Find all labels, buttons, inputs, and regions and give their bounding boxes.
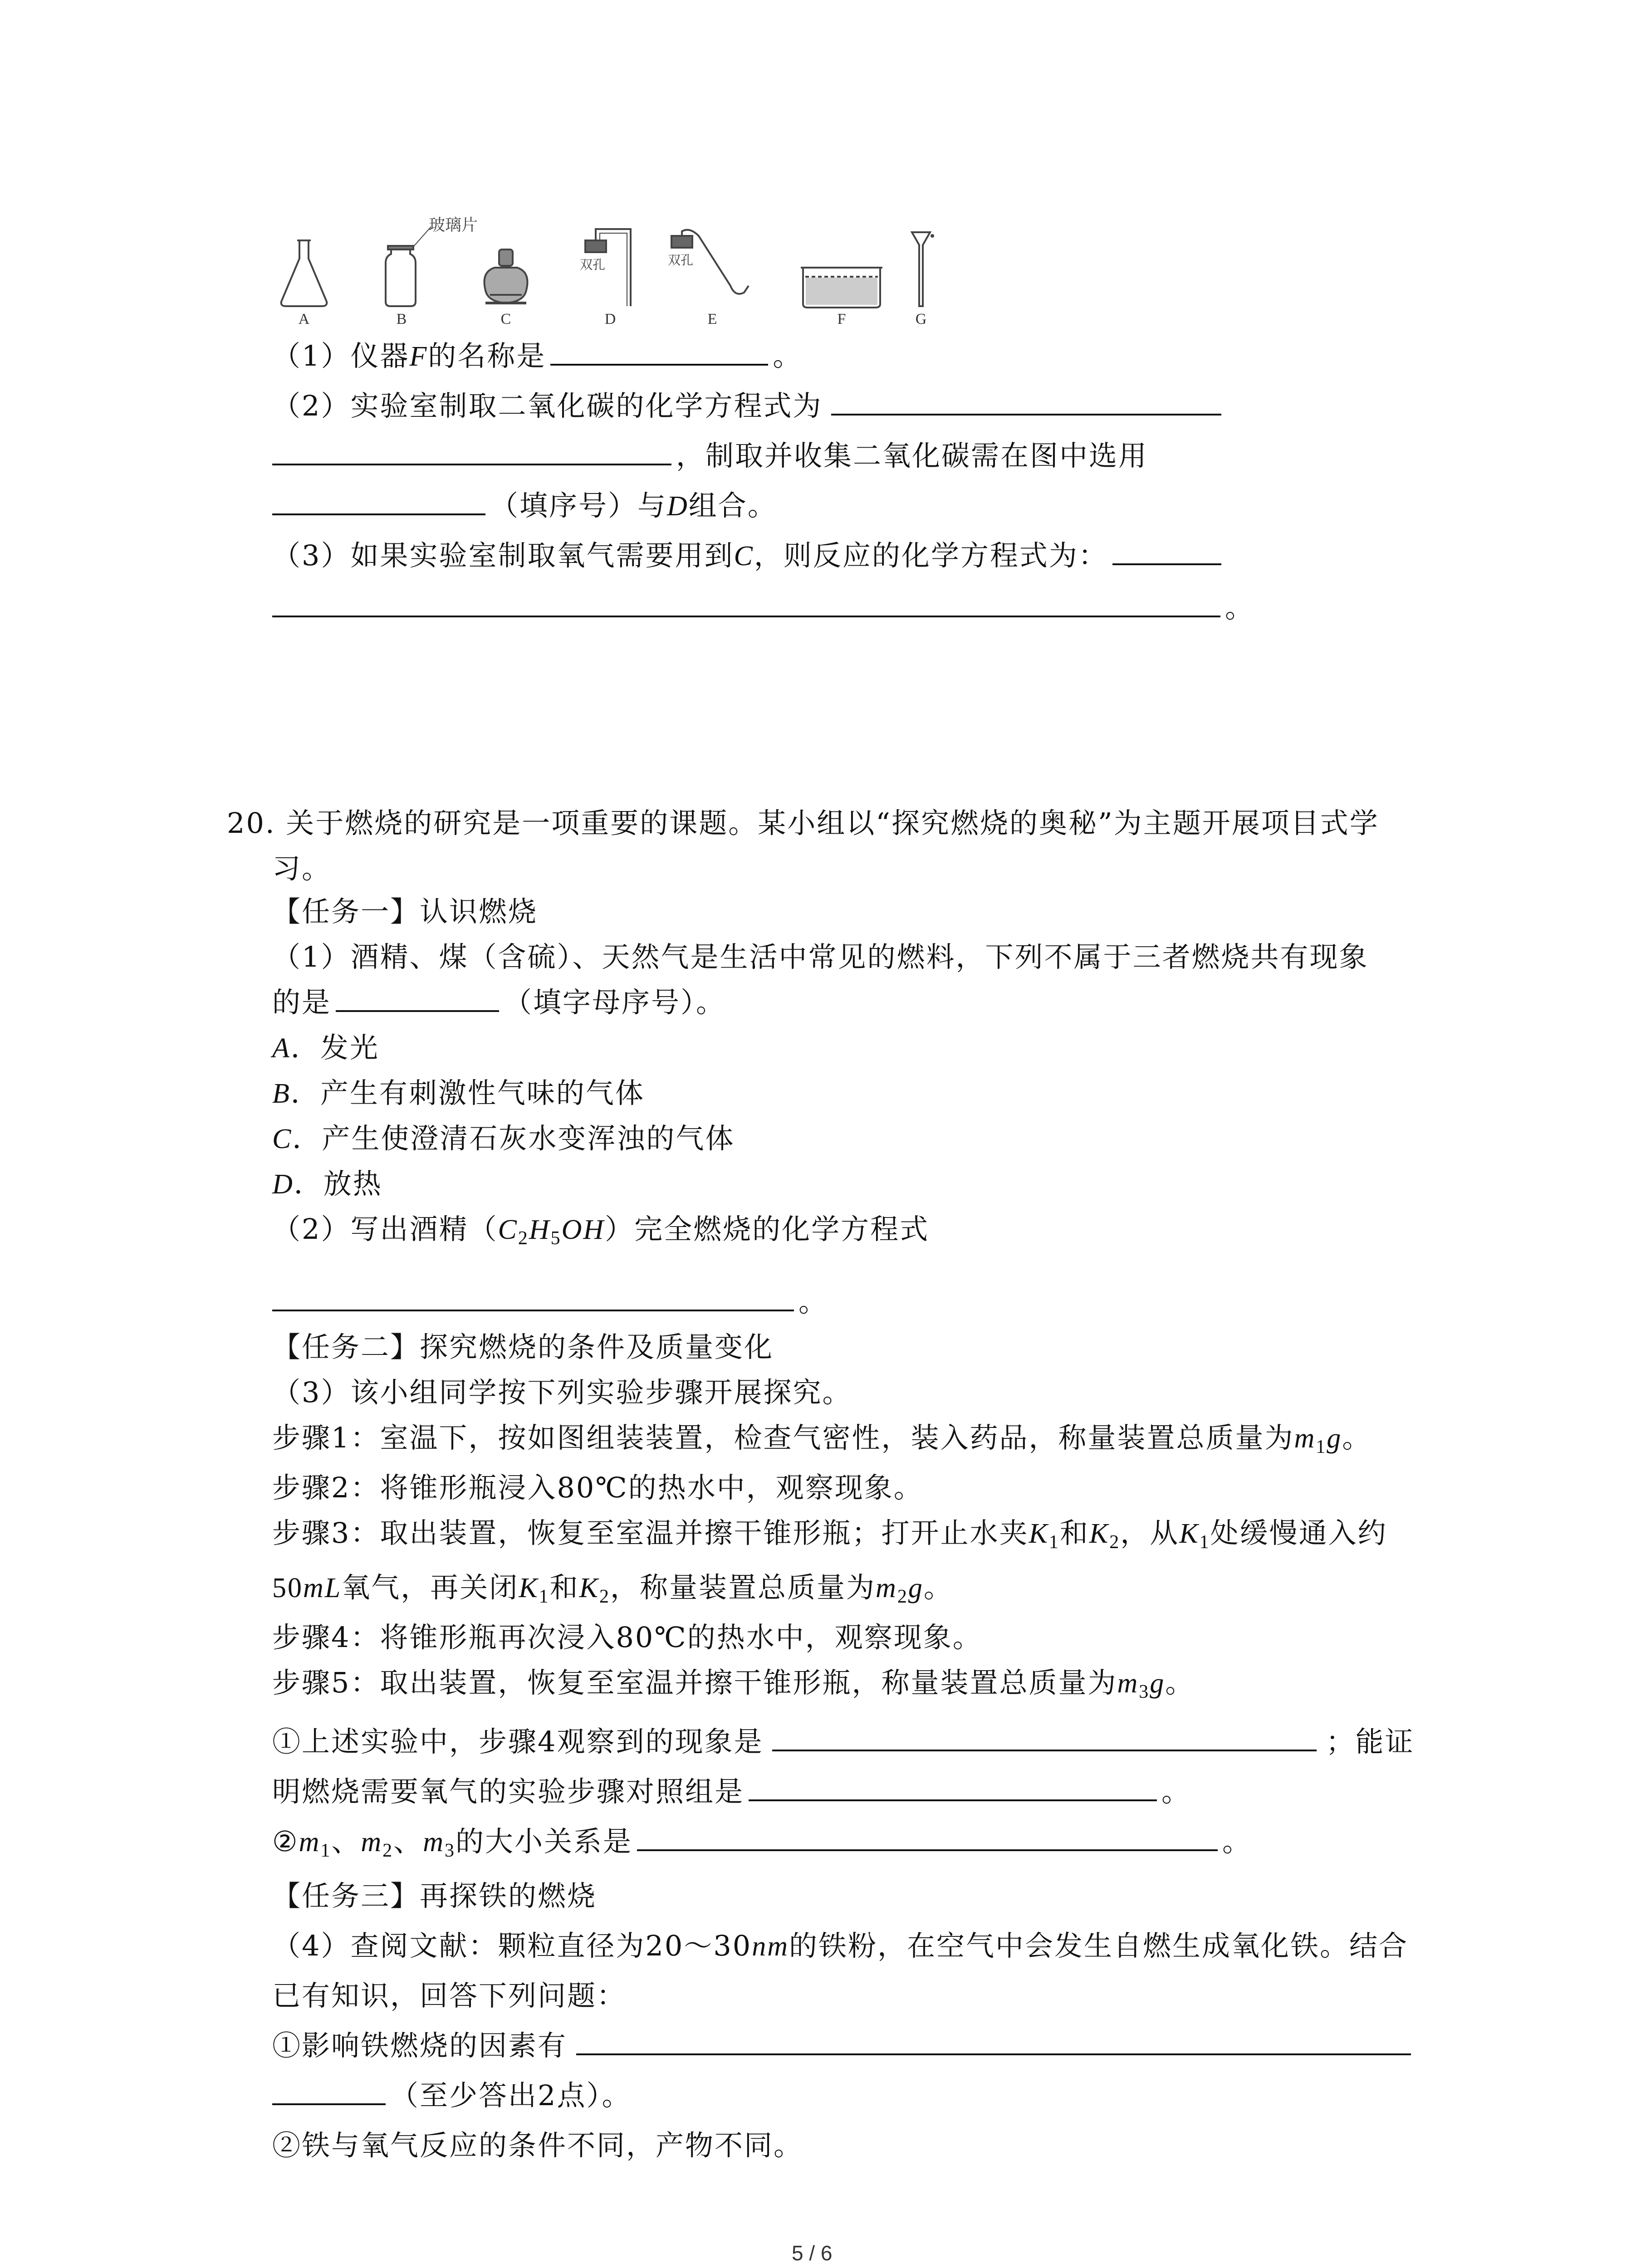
math: K [1179, 1518, 1200, 1549]
q20-f1-line2 [272, 2077, 631, 2114]
answer-blank[interactable] [272, 590, 1220, 617]
text: ，从 [1120, 1516, 1180, 1549]
answer-blank[interactable] [576, 2028, 1411, 2055]
step1 [272, 1420, 1372, 1465]
text: 组合。 [688, 489, 777, 522]
answer-blank[interactable] [272, 488, 485, 515]
text: 明燃烧需要氧气的实验步骤对照组是 [272, 1775, 745, 1808]
page-number: 5 / 6 [792, 2241, 833, 2265]
q20-part3-intro: （3）该小组同学按下列实验步骤开展探究。 [272, 1376, 852, 1409]
math-sub: 3 [1139, 1681, 1150, 1702]
task2-heading: 【任务二】探究燃烧的条件及质量变化 [272, 1330, 774, 1364]
answer-blank[interactable] [637, 1824, 1218, 1851]
text: 。 [1161, 1775, 1191, 1808]
option-c[interactable] [272, 1120, 735, 1157]
text: （2）实验室制取二氧化碳的化学方程式为 [272, 389, 823, 422]
task3-heading: 【任务三】再探铁的燃烧 [272, 1879, 597, 1912]
math: m [1117, 1668, 1139, 1699]
q20-part2-line2 [272, 1284, 828, 1320]
q20-part1-line1: （1）酒精、煤（含硫）、天然气是生活中常见的燃料，下列不属于三者燃烧共有现象 [272, 940, 1369, 973]
math: g [1150, 1668, 1166, 1699]
math-sub: 2 [382, 1840, 394, 1861]
math: K [1029, 1518, 1049, 1549]
math: K [1089, 1518, 1110, 1549]
text: 和 [549, 1571, 579, 1604]
step4: 步骤4：将锥形瓶再次浸入80℃的热水中，观察现象。 [272, 1621, 982, 1654]
figure-label-a: A [298, 311, 310, 327]
text: ，称量装置总质量为 [610, 1571, 876, 1604]
text: 。 [1225, 591, 1255, 624]
answer-blank[interactable] [550, 338, 768, 366]
math: m [876, 1573, 897, 1603]
math-sub: 1 [1316, 1437, 1327, 1457]
text: 的是 [272, 986, 332, 1019]
double-hole-label-e: 双孔 [668, 253, 694, 268]
q20-intro-line1: 20. 关于燃烧的研究是一项重要的课题。某小组以“探究燃烧的奥秘”为主题开展项目式学 [227, 807, 1379, 840]
gas-jar-icon [386, 227, 431, 306]
q20-intro-line2: 习。 [272, 852, 332, 885]
math: m [423, 1827, 445, 1857]
answer-blank[interactable] [749, 1774, 1157, 1801]
text: 的铁粉，在空气中会发生自燃生成氧化铁。结合 [789, 1929, 1409, 1962]
figure-label-e: E [707, 311, 717, 327]
math: m [1294, 1423, 1316, 1454]
math: m [299, 1827, 321, 1857]
answer-blank[interactable] [272, 2078, 386, 2105]
q19-part2-line3 [272, 488, 777, 524]
text: ，制取并收集二氧化碳需在图中选用 [676, 439, 1148, 472]
step5 [272, 1665, 1195, 1710]
formula: OH [561, 1214, 605, 1245]
option-letter: B [272, 1078, 291, 1109]
option-text: ．产生有刺激性气味的气体 [290, 1076, 645, 1110]
q19-part2-line2 [272, 438, 1148, 474]
text: （至少答出2点）。 [390, 2079, 632, 2112]
text: 的大小关系是 [455, 1825, 632, 1858]
text: 的名称是 [428, 339, 546, 372]
answer-blank[interactable] [272, 438, 671, 465]
math-sub: 1 [1199, 1532, 1210, 1553]
number: 50 [272, 1573, 303, 1603]
math-sub: 1 [320, 1840, 332, 1861]
math-sub: 1 [539, 1586, 550, 1607]
text: 步骤3：取出装置，恢复至室温并擦干锥形瓶；打开止水夹 [272, 1516, 1029, 1549]
text: （3）如果实验室制取氧气需要用到 [272, 539, 734, 572]
math: g [1327, 1423, 1342, 1454]
text: ② [272, 1825, 299, 1858]
text: 步骤1：室温下，按如图组装装置，检查气密性，装入药品，称量装置总质量为 [272, 1421, 1294, 1454]
text: 和 [1059, 1516, 1089, 1549]
text: 。 [1165, 1666, 1195, 1699]
option-letter: C [272, 1124, 293, 1154]
task1-heading: 【任务一】认识燃烧 [272, 895, 538, 928]
text: 。 [798, 1285, 828, 1318]
text: 。 [1342, 1421, 1372, 1454]
text: （4）查阅文献：颗粒直径为20～30 [272, 1929, 752, 1962]
text: 、 [393, 1825, 423, 1858]
math: K [579, 1573, 600, 1603]
text: 。 [923, 1571, 953, 1604]
formula-sub: 5 [550, 1228, 562, 1249]
formula-sub: 2 [518, 1228, 529, 1249]
double-hole-label-d: 双孔 [580, 257, 606, 272]
text: 、 [331, 1825, 361, 1858]
option-text: ．发光 [290, 1031, 379, 1064]
q20-c1-line2 [272, 1774, 1191, 1810]
math: K [519, 1573, 539, 1603]
option-a[interactable] [272, 1030, 379, 1066]
text: 。 [773, 339, 803, 372]
glass-plate-label: 玻璃片 [429, 216, 478, 235]
text: （填字母序号）。 [504, 986, 726, 1019]
figure-label-g: G [915, 311, 927, 327]
figure-label-b: B [396, 311, 407, 327]
option-d[interactable] [272, 1166, 382, 1202]
text: ）完全燃烧的化学方程式 [605, 1212, 930, 1246]
step3-line1 [272, 1515, 1387, 1560]
figure-label-f: F [837, 311, 846, 327]
variable: D [667, 491, 689, 522]
option-letter: D [272, 1169, 294, 1200]
answer-blank[interactable] [336, 985, 499, 1012]
q19-part1 [272, 338, 802, 375]
math-sub: 3 [444, 1840, 456, 1861]
math-sub: 2 [599, 1586, 611, 1607]
text: 处缓慢通入约 [1210, 1516, 1387, 1549]
figure-label-c: C [500, 311, 511, 327]
text: ①影响铁燃烧的因素有 [272, 2029, 568, 2062]
text: 。 [1222, 1825, 1252, 1858]
text: ，则反应的化学方程式为： [754, 539, 1108, 572]
math-sub: 2 [1109, 1532, 1121, 1553]
text: ；能证 [1326, 1725, 1415, 1758]
answer-blank[interactable] [272, 1284, 794, 1311]
text: 步骤5：取出装置，恢复至室温并擦干锥形瓶，称量装置总质量为 [272, 1666, 1117, 1699]
q20-c2 [272, 1823, 1252, 1869]
q20-f2: ②铁与氧气反应的条件不同，产物不同。 [272, 2129, 803, 2162]
q20-c1-line1 [272, 1724, 1414, 1760]
answer-blank[interactable] [831, 388, 1221, 415]
option-letter: A [272, 1033, 291, 1064]
math: m [361, 1827, 383, 1857]
math: g [908, 1573, 924, 1603]
text: 氧气，再关闭 [342, 1571, 519, 1604]
option-text: ．产生使澄清石灰水变浑浊的气体 [292, 1122, 735, 1155]
text: ①上述实验中，步骤4观察到的现象是 [272, 1725, 764, 1758]
q20-part1-line2 [272, 984, 725, 1021]
math-sub: 1 [1048, 1532, 1060, 1553]
q19-part3-line1 [272, 538, 1221, 574]
q20-part4-line2: 已有知识，回答下列问题： [272, 1979, 627, 2012]
variable: C [734, 541, 754, 572]
long-neck-funnel-icon [907, 227, 935, 308]
text: （填序号）与 [490, 489, 667, 522]
water-trough-icon [801, 268, 882, 308]
q19-part2-line1 [272, 388, 1221, 424]
option-text: ．放热 [294, 1167, 382, 1200]
answer-blank[interactable] [1112, 538, 1221, 565]
step2: 步骤2：将锥形瓶浸入80℃的热水中，观察现象。 [272, 1471, 923, 1504]
formula: H [529, 1214, 551, 1245]
alcohol-lamp-icon [485, 249, 528, 303]
figure-label-d: D [604, 311, 616, 327]
unit: nm [752, 1931, 789, 1962]
q20-part2-line1 [272, 1211, 929, 1256]
q20-part4-line1 [272, 1928, 1408, 1965]
text: （2）写出酒精（ [272, 1212, 498, 1246]
unit: mL [303, 1573, 342, 1603]
variable: F [409, 341, 428, 372]
formula: C [498, 1214, 518, 1245]
apparatus-figure [272, 218, 935, 331]
text: （1）仪器 [272, 339, 410, 372]
q20-f1-line1 [272, 2028, 1411, 2064]
conical-flask-icon [281, 240, 327, 306]
step3-line2 [272, 1569, 953, 1615]
option-b[interactable] [272, 1075, 645, 1112]
math-sub: 2 [897, 1586, 908, 1607]
answer-blank[interactable] [772, 1724, 1317, 1751]
q19-part3-line2 [272, 590, 1254, 626]
